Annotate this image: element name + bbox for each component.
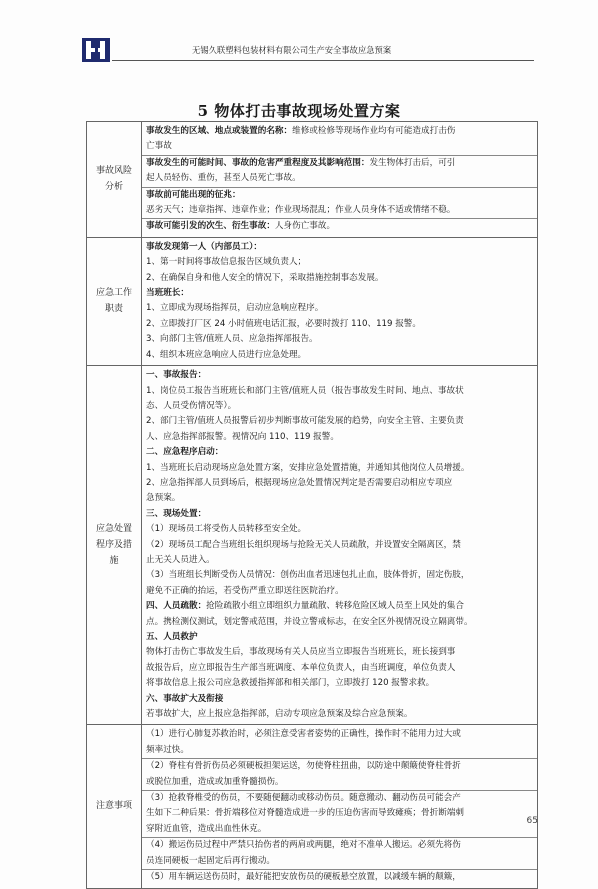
text-line xyxy=(146,599,533,614)
text-line xyxy=(146,707,533,722)
heading-text: 一、事故报告： xyxy=(146,370,207,381)
body-text: 3、向部门主管/值班人员、应急指挥部报告。 xyxy=(146,334,318,345)
text-line xyxy=(146,630,533,645)
plan-row xyxy=(87,237,538,365)
company-logo-icon xyxy=(82,38,110,62)
body-text: 2、立即拨打厂区 24 小时值班电话汇报，必要时拨打 110、119 报警。 xyxy=(146,318,421,329)
content-cell xyxy=(142,725,538,888)
text-line xyxy=(146,568,533,583)
text-line xyxy=(146,791,533,806)
text-line xyxy=(146,775,533,790)
body-text: （3）抢救脊椎受的伤员，不要随便翻动或移动伤员。随意搬动、翻动伤员可能会产 xyxy=(146,793,461,804)
content-block xyxy=(142,156,537,188)
heading-text: 三、现场处置： xyxy=(146,508,207,519)
content-block xyxy=(142,219,537,234)
text-line xyxy=(146,414,533,429)
body-text: 物体打击伤亡事故发生后，事故现场有关人员应当立即报告当班班长，班长接到事 xyxy=(146,647,456,658)
body-text: 起人员轻伤、重伤，甚至人员死亡事故。 xyxy=(146,173,301,184)
text-line xyxy=(146,156,533,171)
body-text: 恶劣天气；违章指挥、违章作业；作业现场混乱；作业人员身体不适或情绪不稳。 xyxy=(146,205,456,216)
body-text: 2、应急指挥部人员到场后，根据现场应急处置情况判定是否需要启动相应专项应 xyxy=(146,477,453,488)
text-line xyxy=(146,822,533,837)
text-line xyxy=(146,368,533,383)
body-text: 员连同硬板一起固定后再行搬动。 xyxy=(146,855,275,866)
text-line xyxy=(146,727,533,742)
body-text: 1、立即成为现场指挥员，启动应急响应程序。 xyxy=(146,303,324,314)
text-line xyxy=(146,661,533,676)
body-text: 态、人员受伤情况等）。 xyxy=(146,400,237,411)
content-block xyxy=(142,124,537,156)
text-line xyxy=(146,384,533,399)
text-line xyxy=(146,491,533,506)
body-text: 抢险疏散小组立即组织力量疏散、转移危险区域人员至上风处的集合 xyxy=(206,601,464,612)
content-block xyxy=(142,759,537,791)
text-line xyxy=(146,317,533,332)
content-block xyxy=(142,188,537,220)
content-cell xyxy=(142,122,538,238)
text-line xyxy=(146,476,533,491)
heading-text: 事故前可能出现的征兆： xyxy=(146,189,241,200)
heading-text: 事故可能引发的次生、衍生事故： xyxy=(146,221,275,232)
text-line xyxy=(146,743,533,758)
text-line xyxy=(146,676,533,691)
text-line xyxy=(146,219,533,234)
header-title: 无锡久联塑料包装材料有限公司生产安全事故应急预案 xyxy=(192,45,392,55)
text-line xyxy=(146,507,533,522)
text-line xyxy=(146,171,533,186)
body-text: 点。携检测仪测试，划定警戒范围，并设立警戒标志，在安全区外视情况设立隔离带。 xyxy=(146,616,473,627)
body-text: 将事故信息上报公司应急救援指挥部和相关部门，立即拨打 120 报警求救。 xyxy=(146,678,435,689)
body-text: 2、部门主管/值班人员报警后初步判断事故可能发展的趋势，向安全主管、主要负责 xyxy=(146,416,464,427)
text-line xyxy=(146,348,533,363)
content-block xyxy=(142,727,537,759)
text-line xyxy=(146,553,533,568)
text-line xyxy=(146,445,533,460)
response-plan-table xyxy=(86,121,538,889)
body-text: 避免不正确的抬运，若受伤严重立即送往医院治疗。 xyxy=(146,585,344,596)
body-text: 故报告后，应立即报告生产部当班调度、本单位负责人，由当班调度，单位负责人 xyxy=(146,662,456,673)
body-text: （2）现场员工配合当班组长组织现场与抢险无关人员疏散，并设置安全隔离区，禁 xyxy=(146,539,461,550)
body-text: 发生物体打击后，可引 xyxy=(369,157,456,168)
text-line xyxy=(146,692,533,707)
body-text: 穿附近血管，造成出血性休克。 xyxy=(146,823,267,834)
text-line xyxy=(146,806,533,821)
text-line xyxy=(146,430,533,445)
page-number: 65 xyxy=(526,816,538,826)
body-text: （2）脊柱有骨折伤员必须硬板担架运送，勿使脊柱扭曲，以防途中颠簸使脊柱骨折 xyxy=(146,761,461,772)
text-line xyxy=(146,124,533,139)
text-line xyxy=(146,332,533,347)
body-text: （1）现场员工将受伤人员转移至安全处。 xyxy=(146,524,307,535)
body-text: 或脱位加重，造成或加重脊髓损伤。 xyxy=(146,776,284,787)
text-line xyxy=(146,188,533,203)
text-line xyxy=(146,286,533,301)
body-text: 若事故扩大，应上报应急指挥部，启动专项应急预案及综合应急预案。 xyxy=(146,709,413,720)
text-line xyxy=(146,538,533,553)
content-block xyxy=(142,870,537,885)
body-text: 维修或检修等现场作业均有可能造成打击伤 xyxy=(292,126,456,136)
heading-text: 事故发现第一人（内部员工）： xyxy=(146,241,263,252)
body-text: 生如下二种后果：骨折端移位对脊髓造成进一步的压迫伤害而导致瘫痪；骨折断端刺 xyxy=(146,808,464,819)
text-line xyxy=(146,461,533,476)
category-cell: 事故风险 分析 xyxy=(87,122,142,238)
body-text: 人身伤亡事故。 xyxy=(274,221,336,232)
body-text: 人、应急指挥部报警。视情况向 110、119 报警。 xyxy=(146,431,339,442)
text-line xyxy=(146,522,533,537)
category-cell: 应急处置 程序及措 施 xyxy=(87,366,142,725)
text-line xyxy=(146,255,533,270)
plan-row xyxy=(87,725,538,888)
body-text: 1、当班班长启动现场应急处置方案，安排应急处置措施，并通知其他岗位人员增援。 xyxy=(146,462,470,473)
body-text: （3）当班组长判断受伤人员情况：创伤出血者迅速包扎止血，肢体骨折，固定伤肢， xyxy=(146,570,470,581)
body-text: 4、组织本班应急响应人员进行应急处理。 xyxy=(146,349,307,360)
page-header xyxy=(82,38,534,62)
text-line xyxy=(146,203,533,218)
plan-row xyxy=(87,366,538,725)
heading-text: 事故发生的区域、地点或装置的名称： xyxy=(146,126,293,136)
text-line xyxy=(146,645,533,660)
body-text: 1、第一时间将事故信息报告区域负责人； xyxy=(146,257,307,268)
text-line xyxy=(146,584,533,599)
text-line xyxy=(146,870,533,885)
text-line xyxy=(146,615,533,630)
content-block xyxy=(142,791,537,838)
category-cell: 应急工作 职责 xyxy=(87,237,142,365)
body-text: 2、在确保自身和他人安全的情况下，采取措施控制事态发展。 xyxy=(146,272,384,283)
body-text: （5）用车辆运送伤员时，最好能把安放伤员的硬板悬空放置，以减缓车辆的颠簸， xyxy=(146,872,461,883)
category-cell: 注意事项 xyxy=(87,725,142,888)
text-line xyxy=(146,240,533,255)
heading-text: 当班班长： xyxy=(146,288,189,299)
text-line xyxy=(146,399,533,414)
body-text: 1、岗位员工报告当班班长和部门主管/值班人员（报告事故发生时间、地点、事故状 xyxy=(146,385,464,396)
body-text: （1）进行心肺复苏救治时，必须注意受害者姿势的正确性，操作时不能用力过大或 xyxy=(146,729,461,740)
page-title: 5 物体打击事故现场处置方案 xyxy=(197,102,401,120)
content-block xyxy=(142,838,537,870)
heading-text: 四、人员疏散： xyxy=(146,601,207,612)
heading-text: 五、人员救护 xyxy=(146,632,198,642)
text-line xyxy=(146,759,533,774)
body-text: （4）搬运伤员过程中严禁只抬伤者的两肩或两腿，绝对不准单人搬运。必须先将伤 xyxy=(146,840,461,851)
body-text: 亡事故 xyxy=(146,141,172,152)
text-line xyxy=(146,301,533,316)
content-cell xyxy=(142,237,538,365)
body-text: 急预案。 xyxy=(146,493,181,504)
content-block xyxy=(142,368,537,722)
plan-row xyxy=(87,122,538,238)
text-line xyxy=(146,271,533,286)
text-line xyxy=(146,854,533,869)
body-text: 止无关人员进入。 xyxy=(146,554,215,565)
heading-text: 事故发生的可能时间、事故的危害严重程度及其影响范围： xyxy=(146,157,370,168)
content-block xyxy=(142,240,537,363)
header-divider xyxy=(112,60,534,61)
content-cell xyxy=(142,366,538,725)
body-text: 频率过快。 xyxy=(146,744,189,755)
heading-text: 二、应急程序启动： xyxy=(146,447,224,458)
heading-text: 六、事故扩大及衔接 xyxy=(146,693,224,704)
text-line xyxy=(146,139,533,154)
